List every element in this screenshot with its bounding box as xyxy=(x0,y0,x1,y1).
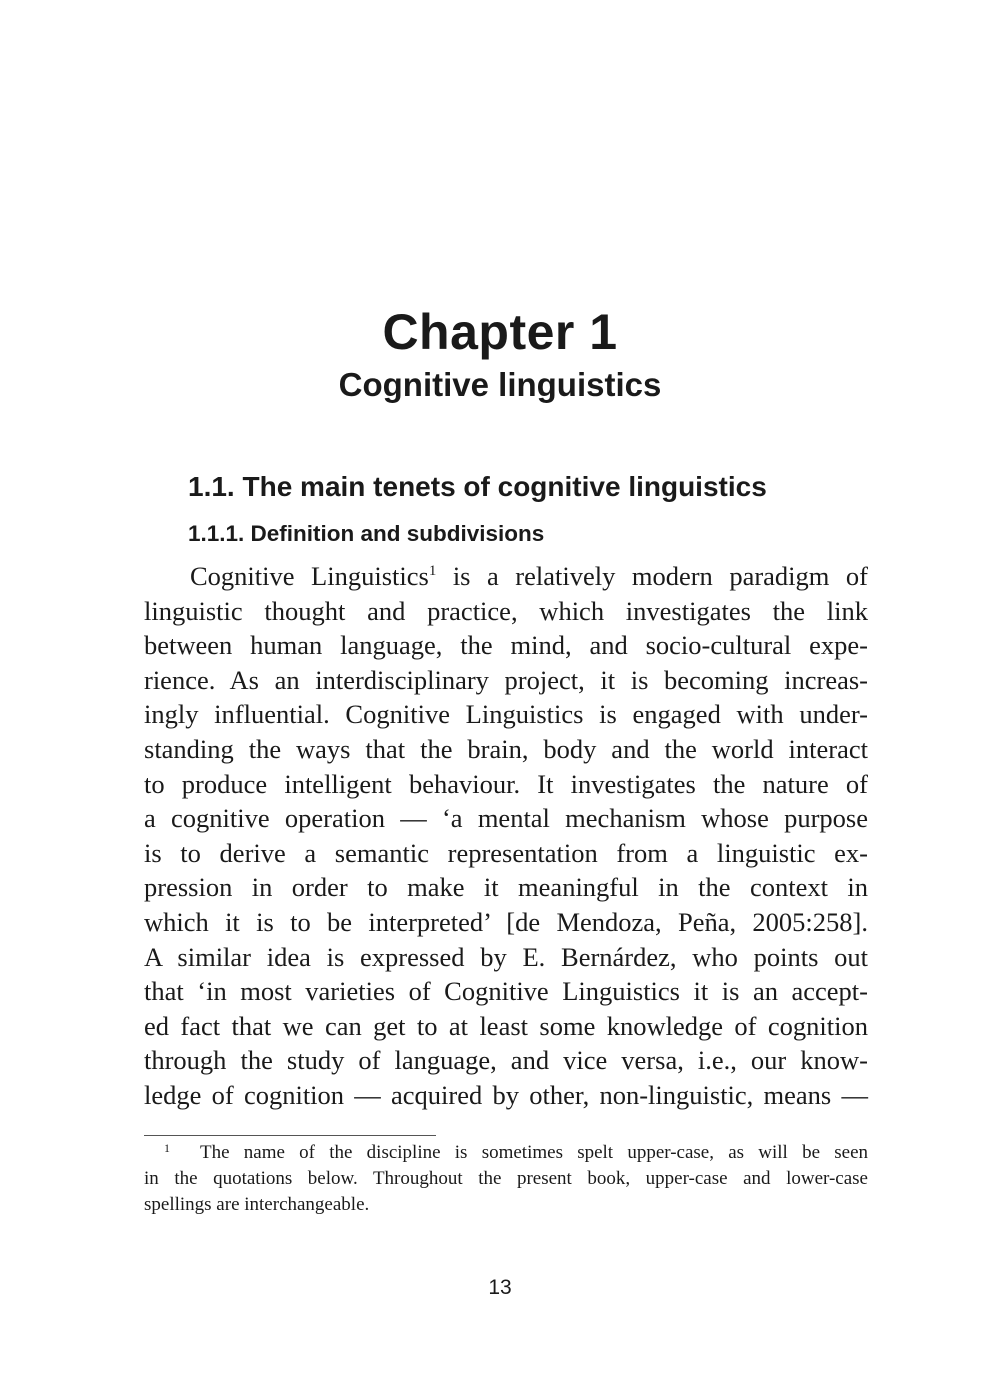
body-line: pression in order to make it meaningful in the context in xyxy=(144,872,868,903)
footnote-line: in the quotations below. Throughout the present book, upper-case and lower-case xyxy=(144,1168,868,1189)
body-line: ed fact that we can get to at least some knowledge of cognition xyxy=(144,1010,868,1041)
body-line: ledge of cognition — acquired by other, non-linguistic, means — xyxy=(144,1079,868,1110)
body-line: is to derive a semantic representation from a linguistic ex- xyxy=(144,837,868,868)
body-line: that ‘in most varieties of Cognitive Linguistics it is an accept- xyxy=(144,976,868,1007)
body-line: a cognitive operation — ‘a mental mechanism whose purpose xyxy=(144,803,868,834)
body-text-segment: Cognitive Linguistics xyxy=(190,561,429,591)
body-line: ingly influential. Cognitive Linguistics is engaged with under- xyxy=(144,699,868,730)
body-line: through the study of language, and vice versa, i.e., our know- xyxy=(144,1045,868,1076)
footnote-divider xyxy=(144,1135,436,1136)
footnote-line: spellings are interchangeable. xyxy=(144,1194,370,1215)
body-line: linguistic thought and practice, which investigates the link xyxy=(144,595,868,626)
body-paragraph xyxy=(144,559,868,1113)
footnote-reference[interactable]: 1 xyxy=(428,563,437,579)
page-number: 13 xyxy=(488,1276,512,1299)
body-line: A similar idea is expressed by E. Bernárdez, who points out xyxy=(144,941,868,972)
footnote xyxy=(144,1140,868,1218)
footnote-text-segment: The name of the discipline is sometimes spelt upper-case, as will be seen xyxy=(200,1142,868,1163)
footnote-line: $^1$ The name of the discipline is sometimes spelt upper-case, as will be seen xyxy=(164,1141,868,1163)
body-line: between human language, the mind, and socio-cultural expe- xyxy=(144,630,868,661)
body-line xyxy=(144,559,868,594)
body-line: rience. As an interdisciplinary project, it is becoming increas- xyxy=(144,664,868,695)
body-line: standing the ways that the brain, body and the world interact xyxy=(144,733,868,764)
body-text-segment: is a relatively modern paradigm of xyxy=(436,561,868,591)
section-heading: 1.1. The main tenets of cognitive linguistics xyxy=(188,471,767,502)
chapter-subtitle: Cognitive linguistics xyxy=(338,366,662,403)
chapter-title: Chapter 1 xyxy=(382,304,618,360)
body-line: to produce intelligent behaviour. It investigates the nature of xyxy=(144,768,868,799)
subsection-heading: 1.1.1. Definition and subdivisions xyxy=(188,521,545,546)
body-line: which it is to be interpreted’ [de Mendoza, Peña, 2005:258]. xyxy=(144,906,868,937)
